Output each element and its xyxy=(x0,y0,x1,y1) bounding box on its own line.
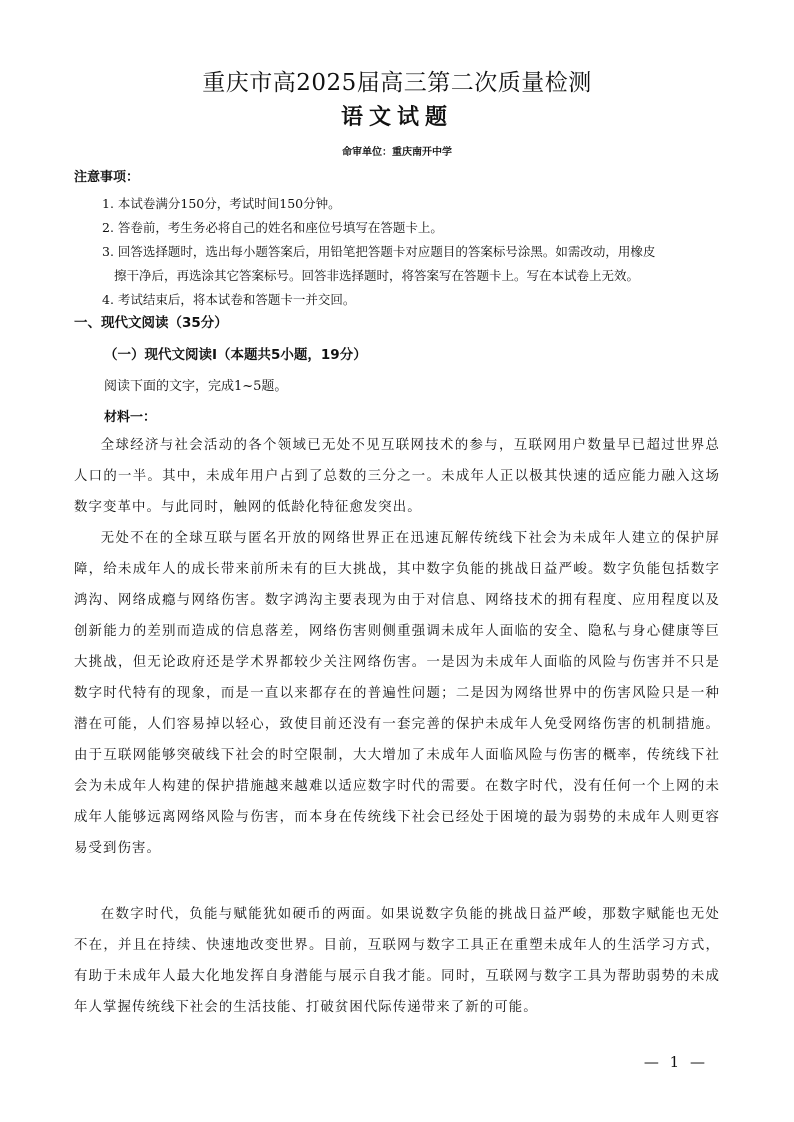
subsection-heading: （一）现代文阅读Ⅰ（本题共5小题，19分） xyxy=(104,347,367,363)
notice-item-text: 3. 回答选择题时，选出每小题答案后，用铅笔把答题卡对应题目的答案标号涂黑。如需改动，用橡皮 xyxy=(102,244,656,259)
paragraph-text: 全球经济与社会活动的各个领域已无处不见互联网技术的参与，互联网用户数量早已超过世界总人口的一半。其中，未成年用户占到了总数的三分之一。未成年人正以极其快速的适应能力融入这场数字变革中。与此同时，触网的低龄化特征愈发突出。 xyxy=(74,438,720,515)
passage-paragraph-2 xyxy=(74,523,720,864)
notice-item xyxy=(102,192,722,216)
notice-list xyxy=(102,192,722,312)
notice-item-text: 1. 本试卷满分150分，考试时间150分钟。 xyxy=(102,196,341,211)
compiling-unit: 命审单位：重庆南开中学 xyxy=(342,147,452,158)
notice-item-text: 2. 答卷前，考生务必将自己的姓名和座位号填写在答题卡上。 xyxy=(102,220,443,235)
material-label: 材料一： xyxy=(104,410,157,425)
notice-item xyxy=(102,288,722,312)
notice-item xyxy=(102,240,722,288)
reading-instruction: 阅读下面的文字，完成1~5题。 xyxy=(104,379,288,394)
exam-title: 重庆市高2025届高三第二次质量检测 xyxy=(202,70,592,96)
paragraph-text: 无处不在的全球互联与匿名开放的网络世界正在迅速瓦解传统线下社会为未成年人建立的保护屏障，给未成年人的成长带来前所未有的巨大挑战，其中数字负能的挑战日益严峻。数字负能包括数字鸿沟、网络成瘾与网络伤害。数字鸿沟主要表现为由于对信息、网络技术的拥有程度、应用程度以及创新能力的差别而造成的信息落差，网络伤害则侧重强调未成年人面临的安全、隐私与身心健康等巨大挑战，但无论政府还是学术界都较少关注网络伤害。一是因为未成年人面临的风险与伤害并不只是数字时代特有的现象，而是一直以来都存在的普遍性问题；二是因为网络世界中的伤害风险只是一种潜在可能，人们容易掉以轻心，致使目前还没有一套完善的保护未成年人免受网络伤害的机制措施。由于互联网能够突破线下社会的时空限制，大大增加了未成年人面临风险与伤害的概率，传统线下社会为未成年人构建的保护措施越来越难以适应数字时代的需要。在数字时代，没有任何一个上网的未成年人能够远离网络风险与伤害，而本身在传统线下社会已经处于困境的最为弱势的未成年人则更容易受到伤害。 xyxy=(74,531,720,856)
passage-paragraph-3 xyxy=(74,899,720,1023)
notice-item-continuation: 擦干净后，再选涂其它答案标号。回答非选择题时，将答案写在答题卡上。写在本试卷上无效。 xyxy=(114,268,640,283)
subject-title: 语文试题 xyxy=(340,105,453,130)
passage-paragraph-1 xyxy=(74,430,720,523)
notice-item xyxy=(102,216,722,240)
notice-heading: 注意事项： xyxy=(74,170,140,185)
paragraph-text: 在数字时代，负能与赋能犹如硬币的两面。如果说数字负能的挑战日益严峻，那数字赋能也无处不在，并且在持续、快速地改变世界。目前，互联网与数字工具正在重塑未成年人的生活学习方式，有助于未成年人最大化地发挥自身潜能与展示自我才能。同时，互联网与数字工具为帮助弱势的未成年人掌握传统线下社会的生活技能、打破贫困代际传递带来了新的可能。 xyxy=(74,907,720,1015)
page-number: — 1 — xyxy=(643,1053,708,1071)
notice-item-text: 4. 考试结束后，将本试卷和答题卡一并交回。 xyxy=(102,292,356,307)
section-heading: 一、现代文阅读（35分） xyxy=(74,315,228,331)
